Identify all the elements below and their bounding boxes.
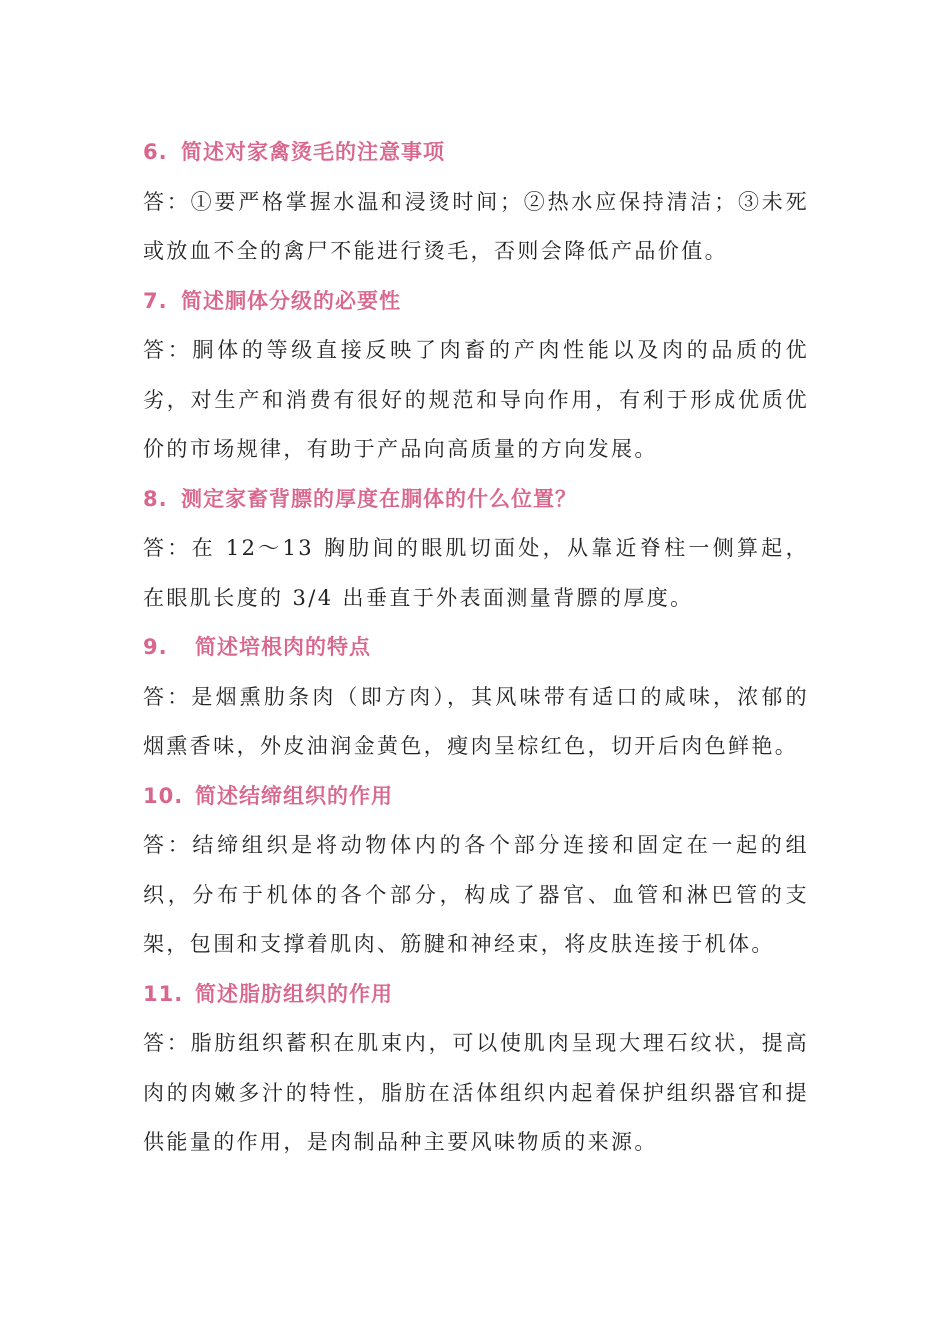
question-heading [143,970,809,1020]
question-heading [143,623,809,673]
qa-item-9 [143,623,809,772]
qa-item-11 [143,970,809,1168]
question-number: 10. [143,783,184,808]
question-heading [143,772,809,822]
question-number: 8. [143,486,168,511]
question-number: 6. [143,140,168,164]
answer-text: 答：是烟熏肋条肉（即方肉），其风味带有适口的咸味，浓郁的烟熏香味，外皮油润金黄色，瘦肉呈棕红色，切开后肉色鲜艳。 [143,684,809,758]
question-heading [143,475,809,525]
answer-text: 答：胴体的等级直接反映了肉畜的产肉性能以及肉的品质的优劣，对生产和消费有很好的规范和导向作用，有利于形成优质优价的市场规律，有助于产品向高质量的方向发展。 [143,338,809,461]
answer-text: 答：①要严格掌握水温和浸烫时间；②热水应保持清洁；③未死或放血不全的禽尸不能进行烫毛，否则会降低产品价值。 [143,189,809,263]
question-text: 简述胴体分级的必要性 [181,288,401,313]
question-text: 简述结缔组织的作用 [195,783,393,808]
question-text: 简述培根肉的特点 [195,635,371,659]
document-page [143,128,809,1168]
qa-item-10 [143,772,809,970]
qa-item-7 [143,277,809,475]
question-number: 9. [143,635,168,659]
question-number: 11. [143,981,184,1006]
qa-item-8 [143,475,809,624]
answer-text: 答：结缔组织是将动物体内的各个部分连接和固定在一起的组织，分布于机体的各个部分，构成了器官、血管和淋巴管的支架，包围和支撑着肌肉、筋腱和神经束，将皮肤连接于机体。 [143,833,809,956]
answer-text: 答：在 12～13 胸肋间的眼肌切面处，从靠近脊柱一侧算起，在眼肌长度的 3/4 出垂直于外表面测量背膘的厚度。 [143,536,809,610]
question-heading [143,128,809,178]
question-heading [143,277,809,327]
question-number: 7. [143,288,168,313]
question-text: 简述对家禽烫毛的注意事项 [181,140,445,164]
qa-item-6 [143,128,809,277]
answer-text: 答：脂肪组织蓄积在肌束内，可以使肌肉呈现大理石纹状，提高肉的肉嫩多汁的特性，脂肪在活体组织内起着保护组织器官和提供能量的作用，是肉制品种主要风味物质的来源。 [143,1031,809,1154]
question-text: 简述脂肪组织的作用 [195,981,393,1006]
question-text: 测定家畜背膘的厚度在胴体的什么位置？ [181,486,577,511]
